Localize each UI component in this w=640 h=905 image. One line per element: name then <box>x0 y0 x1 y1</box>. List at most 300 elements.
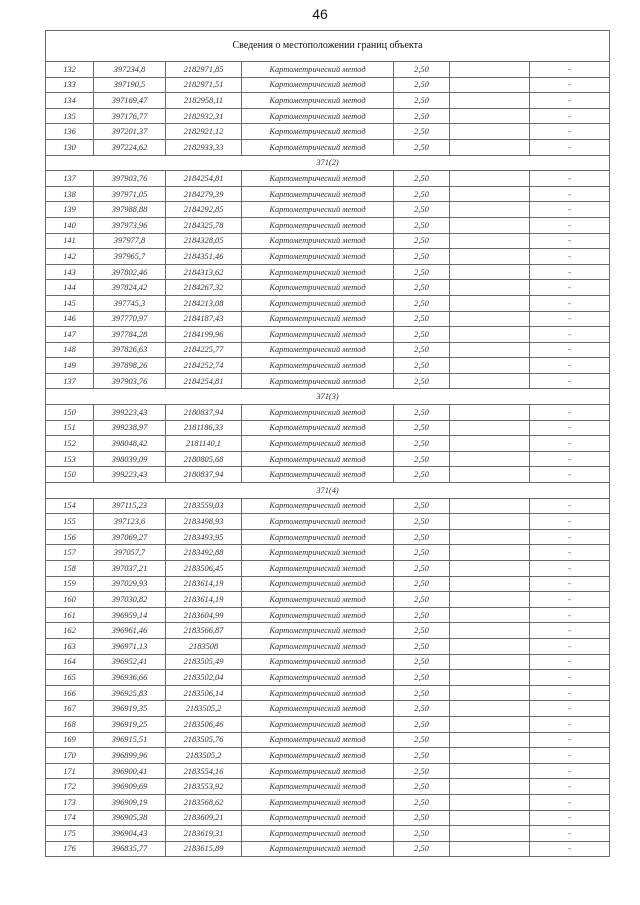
description-cell <box>450 233 530 249</box>
x-coordinate-cell: 397190,5 <box>94 77 166 93</box>
method-cell: Картометрический метод <box>242 732 394 748</box>
point-number-cell: 165 <box>46 670 94 686</box>
description-cell <box>450 358 530 374</box>
table-row <box>46 592 610 608</box>
description-cell <box>450 841 530 857</box>
method-cell: Картометрический метод <box>242 264 394 280</box>
accuracy-cell: 2,50 <box>394 124 450 140</box>
method-cell: Картометрический метод <box>242 233 394 249</box>
point-number-cell: 172 <box>46 779 94 795</box>
description-cell <box>450 498 530 514</box>
note-cell: - <box>530 405 610 421</box>
method-cell: Картометрический метод <box>242 311 394 327</box>
point-number-cell: 156 <box>46 529 94 545</box>
description-cell <box>450 732 530 748</box>
x-coordinate-cell: 397057,7 <box>94 545 166 561</box>
table-row <box>46 311 610 327</box>
y-coordinate-cell: 2183614,19 <box>166 576 242 592</box>
method-cell: Картометрический метод <box>242 841 394 857</box>
table-row <box>46 295 610 311</box>
point-number-cell: 135 <box>46 108 94 124</box>
accuracy-cell: 2,50 <box>394 249 450 265</box>
point-number-cell: 167 <box>46 701 94 717</box>
x-coordinate-cell: 397029,93 <box>94 576 166 592</box>
y-coordinate-cell: 2183492,88 <box>166 545 242 561</box>
point-number-cell: 150 <box>46 467 94 483</box>
y-coordinate-cell: 2183506,14 <box>166 685 242 701</box>
method-cell: Картометрический метод <box>242 592 394 608</box>
point-number-cell: 133 <box>46 77 94 93</box>
y-coordinate-cell: 2183604,99 <box>166 607 242 623</box>
table-row <box>46 124 610 140</box>
point-number-cell: 153 <box>46 451 94 467</box>
accuracy-cell: 2,50 <box>394 405 450 421</box>
note-cell: - <box>530 202 610 218</box>
description-cell <box>450 529 530 545</box>
accuracy-cell: 2,50 <box>394 529 450 545</box>
description-cell <box>450 685 530 701</box>
point-number-cell: 169 <box>46 732 94 748</box>
y-coordinate-cell: 2184279,39 <box>166 186 242 202</box>
accuracy-cell: 2,50 <box>394 716 450 732</box>
description-cell <box>450 670 530 686</box>
note-cell: - <box>530 826 610 842</box>
y-coordinate-cell: 2183506,45 <box>166 561 242 577</box>
method-cell: Картометрический метод <box>242 451 394 467</box>
method-cell: Картометрический метод <box>242 576 394 592</box>
y-coordinate-cell: 2182971,85 <box>166 62 242 78</box>
table-row <box>46 670 610 686</box>
point-number-cell: 145 <box>46 295 94 311</box>
y-coordinate-cell: 2183505,2 <box>166 748 242 764</box>
note-cell: - <box>530 264 610 280</box>
point-number-cell: 137 <box>46 373 94 389</box>
description-cell <box>450 139 530 155</box>
table-row <box>46 405 610 421</box>
x-coordinate-cell: 396909,19 <box>94 794 166 810</box>
x-coordinate-cell: 397988,88 <box>94 202 166 218</box>
table-row <box>46 748 610 764</box>
note-cell: - <box>530 327 610 343</box>
accuracy-cell: 2,50 <box>394 561 450 577</box>
x-coordinate-cell: 396835,77 <box>94 841 166 857</box>
y-coordinate-cell: 2182971,51 <box>166 77 242 93</box>
method-cell: Картометрический метод <box>242 794 394 810</box>
table-row <box>46 763 610 779</box>
description-cell <box>450 77 530 93</box>
y-coordinate-cell: 2184313,62 <box>166 264 242 280</box>
table-row <box>46 701 610 717</box>
accuracy-cell: 2,50 <box>394 202 450 218</box>
y-coordinate-cell: 2184351,46 <box>166 249 242 265</box>
section-label: 371(2) <box>46 155 610 171</box>
note-cell: - <box>530 171 610 187</box>
y-coordinate-cell: 2183568,62 <box>166 794 242 810</box>
accuracy-cell: 2,50 <box>394 670 450 686</box>
description-cell <box>450 405 530 421</box>
description-cell <box>450 217 530 233</box>
note-cell: - <box>530 77 610 93</box>
note-cell: - <box>530 794 610 810</box>
y-coordinate-cell: 2183559,03 <box>166 498 242 514</box>
point-number-cell: 151 <box>46 420 94 436</box>
description-cell <box>450 264 530 280</box>
accuracy-cell: 2,50 <box>394 701 450 717</box>
table-row <box>46 436 610 452</box>
description-cell <box>450 748 530 764</box>
method-cell: Картометрический метод <box>242 561 394 577</box>
note-cell: - <box>530 498 610 514</box>
method-cell: Картометрический метод <box>242 436 394 452</box>
method-cell: Картометрический метод <box>242 358 394 374</box>
note-cell: - <box>530 576 610 592</box>
accuracy-cell: 2,50 <box>394 420 450 436</box>
table-row <box>46 529 610 545</box>
x-coordinate-cell: 397745,3 <box>94 295 166 311</box>
accuracy-cell: 2,50 <box>394 810 450 826</box>
point-number-cell: 155 <box>46 514 94 530</box>
point-number-cell: 136 <box>46 124 94 140</box>
y-coordinate-cell: 2183553,92 <box>166 779 242 795</box>
x-coordinate-cell: 397115,23 <box>94 498 166 514</box>
x-coordinate-cell: 399223,43 <box>94 467 166 483</box>
method-cell: Картометрический метод <box>242 685 394 701</box>
point-number-cell: 141 <box>46 233 94 249</box>
x-coordinate-cell: 397903,76 <box>94 373 166 389</box>
description-cell <box>450 638 530 654</box>
table-row <box>46 93 610 109</box>
description-cell <box>450 186 530 202</box>
accuracy-cell: 2,50 <box>394 77 450 93</box>
accuracy-cell: 2,50 <box>394 654 450 670</box>
x-coordinate-cell: 397234,8 <box>94 62 166 78</box>
note-cell: - <box>530 607 610 623</box>
table-body <box>46 31 610 857</box>
x-coordinate-cell: 396904,43 <box>94 826 166 842</box>
y-coordinate-cell: 2180837,94 <box>166 405 242 421</box>
method-cell: Картометрический метод <box>242 108 394 124</box>
x-coordinate-cell: 397802,46 <box>94 264 166 280</box>
method-cell: Картометрический метод <box>242 716 394 732</box>
point-number-cell: 162 <box>46 623 94 639</box>
x-coordinate-cell: 396919,35 <box>94 701 166 717</box>
point-number-cell: 163 <box>46 638 94 654</box>
description-cell <box>450 342 530 358</box>
x-coordinate-cell: 396961,46 <box>94 623 166 639</box>
point-number-cell: 143 <box>46 264 94 280</box>
accuracy-cell: 2,50 <box>394 108 450 124</box>
method-cell: Картометрический метод <box>242 763 394 779</box>
table-row <box>46 139 610 155</box>
note-cell: - <box>530 467 610 483</box>
accuracy-cell: 2,50 <box>394 93 450 109</box>
point-number-cell: 173 <box>46 794 94 810</box>
y-coordinate-cell: 2182933,33 <box>166 139 242 155</box>
note-cell: - <box>530 514 610 530</box>
y-coordinate-cell: 2183619,31 <box>166 826 242 842</box>
y-coordinate-cell: 2184254,81 <box>166 373 242 389</box>
description-cell <box>450 607 530 623</box>
note-cell: - <box>530 451 610 467</box>
table-row <box>46 264 610 280</box>
table-title: Сведения о местоположении границ объекта <box>46 31 610 62</box>
description-cell <box>450 124 530 140</box>
method-cell: Картометрический метод <box>242 62 394 78</box>
y-coordinate-cell: 2183505,2 <box>166 701 242 717</box>
x-coordinate-cell: 397898,26 <box>94 358 166 374</box>
description-cell <box>450 171 530 187</box>
method-cell: Картометрический метод <box>242 826 394 842</box>
table-row <box>46 342 610 358</box>
table-row <box>46 249 610 265</box>
table-row <box>46 576 610 592</box>
y-coordinate-cell: 2184267,32 <box>166 280 242 296</box>
method-cell: Картометрический метод <box>242 514 394 530</box>
accuracy-cell: 2,50 <box>394 826 450 842</box>
method-cell: Картометрический метод <box>242 373 394 389</box>
accuracy-cell: 2,50 <box>394 233 450 249</box>
table-row <box>46 498 610 514</box>
point-number-cell: 140 <box>46 217 94 233</box>
y-coordinate-cell: 2180805,68 <box>166 451 242 467</box>
point-number-cell: 174 <box>46 810 94 826</box>
y-coordinate-cell: 2184187,43 <box>166 311 242 327</box>
table-row <box>46 826 610 842</box>
x-coordinate-cell: 396900,41 <box>94 763 166 779</box>
note-cell: - <box>530 249 610 265</box>
description-cell <box>450 62 530 78</box>
description-cell <box>450 763 530 779</box>
table-row <box>46 108 610 124</box>
x-coordinate-cell: 396936,66 <box>94 670 166 686</box>
point-number-cell: 130 <box>46 139 94 155</box>
note-cell: - <box>530 561 610 577</box>
table-row <box>46 654 610 670</box>
table-row <box>46 217 610 233</box>
description-cell <box>450 623 530 639</box>
description-cell <box>450 436 530 452</box>
point-number-cell: 175 <box>46 826 94 842</box>
method-cell: Картометрический метод <box>242 124 394 140</box>
x-coordinate-cell: 396915,51 <box>94 732 166 748</box>
note-cell: - <box>530 685 610 701</box>
x-coordinate-cell: 396971,13 <box>94 638 166 654</box>
method-cell: Картометрический метод <box>242 93 394 109</box>
x-coordinate-cell: 398048,42 <box>94 436 166 452</box>
note-cell: - <box>530 638 610 654</box>
accuracy-cell: 2,50 <box>394 592 450 608</box>
table-row <box>46 233 610 249</box>
point-number-cell: 154 <box>46 498 94 514</box>
note-cell: - <box>530 529 610 545</box>
point-number-cell: 171 <box>46 763 94 779</box>
accuracy-cell: 2,50 <box>394 638 450 654</box>
accuracy-cell: 2,50 <box>394 467 450 483</box>
accuracy-cell: 2,50 <box>394 763 450 779</box>
description-cell <box>450 373 530 389</box>
note-cell: - <box>530 701 610 717</box>
note-cell: - <box>530 763 610 779</box>
accuracy-cell: 2,50 <box>394 576 450 592</box>
method-cell: Картометрический метод <box>242 623 394 639</box>
accuracy-cell: 2,50 <box>394 451 450 467</box>
table-title-row <box>46 31 610 62</box>
section-header-row <box>46 389 610 405</box>
y-coordinate-cell: 2183554,16 <box>166 763 242 779</box>
x-coordinate-cell: 396952,41 <box>94 654 166 670</box>
point-number-cell: 139 <box>46 202 94 218</box>
table-row <box>46 561 610 577</box>
x-coordinate-cell: 396925,83 <box>94 685 166 701</box>
note-cell: - <box>530 217 610 233</box>
y-coordinate-cell: 2184225,77 <box>166 342 242 358</box>
description-cell <box>450 576 530 592</box>
y-coordinate-cell: 2183505,49 <box>166 654 242 670</box>
x-coordinate-cell: 397826,63 <box>94 342 166 358</box>
note-cell: - <box>530 108 610 124</box>
y-coordinate-cell: 2181186,33 <box>166 420 242 436</box>
x-coordinate-cell: 396959,14 <box>94 607 166 623</box>
x-coordinate-cell: 397965,7 <box>94 249 166 265</box>
table-row <box>46 420 610 436</box>
accuracy-cell: 2,50 <box>394 171 450 187</box>
accuracy-cell: 2,50 <box>394 623 450 639</box>
point-number-cell: 148 <box>46 342 94 358</box>
y-coordinate-cell: 2183498,93 <box>166 514 242 530</box>
table-row <box>46 327 610 343</box>
table-row <box>46 841 610 857</box>
description-cell <box>450 327 530 343</box>
description-cell <box>450 467 530 483</box>
x-coordinate-cell: 397224,62 <box>94 139 166 155</box>
point-number-cell: 166 <box>46 685 94 701</box>
x-coordinate-cell: 397977,8 <box>94 233 166 249</box>
note-cell: - <box>530 623 610 639</box>
note-cell: - <box>530 670 610 686</box>
point-number-cell: 150 <box>46 405 94 421</box>
method-cell: Картометрический метод <box>242 498 394 514</box>
description-cell <box>450 545 530 561</box>
method-cell: Картометрический метод <box>242 280 394 296</box>
x-coordinate-cell: 397784,28 <box>94 327 166 343</box>
description-cell <box>450 514 530 530</box>
accuracy-cell: 2,50 <box>394 264 450 280</box>
accuracy-cell: 2,50 <box>394 545 450 561</box>
point-number-cell: 147 <box>46 327 94 343</box>
note-cell: - <box>530 779 610 795</box>
accuracy-cell: 2,50 <box>394 186 450 202</box>
method-cell: Картометрический метод <box>242 405 394 421</box>
method-cell: Картометрический метод <box>242 607 394 623</box>
table-row <box>46 358 610 374</box>
note-cell: - <box>530 592 610 608</box>
section-header-row <box>46 483 610 499</box>
point-number-cell: 157 <box>46 545 94 561</box>
table-row <box>46 732 610 748</box>
y-coordinate-cell: 2184292,85 <box>166 202 242 218</box>
note-cell: - <box>530 295 610 311</box>
x-coordinate-cell: 397971,05 <box>94 186 166 202</box>
point-number-cell: 160 <box>46 592 94 608</box>
accuracy-cell: 2,50 <box>394 607 450 623</box>
x-coordinate-cell: 397123,6 <box>94 514 166 530</box>
table-row <box>46 623 610 639</box>
x-coordinate-cell: 396909,69 <box>94 779 166 795</box>
point-number-cell: 168 <box>46 716 94 732</box>
accuracy-cell: 2,50 <box>394 514 450 530</box>
y-coordinate-cell: 2182921,12 <box>166 124 242 140</box>
note-cell: - <box>530 716 610 732</box>
table-row <box>46 514 610 530</box>
point-number-cell: 158 <box>46 561 94 577</box>
method-cell: Картометрический метод <box>242 342 394 358</box>
y-coordinate-cell: 2183493,95 <box>166 529 242 545</box>
table-row <box>46 373 610 389</box>
table-row <box>46 810 610 826</box>
point-number-cell: 132 <box>46 62 94 78</box>
description-cell <box>450 810 530 826</box>
note-cell: - <box>530 420 610 436</box>
method-cell: Картометрический метод <box>242 779 394 795</box>
accuracy-cell: 2,50 <box>394 295 450 311</box>
method-cell: Картометрический метод <box>242 670 394 686</box>
description-cell <box>450 779 530 795</box>
note-cell: - <box>530 139 610 155</box>
table-row <box>46 467 610 483</box>
x-coordinate-cell: 397169,47 <box>94 93 166 109</box>
boundary-coordinates-table <box>45 30 610 857</box>
description-cell <box>450 249 530 265</box>
y-coordinate-cell: 2184199,96 <box>166 327 242 343</box>
table-row <box>46 794 610 810</box>
x-coordinate-cell: 397824,42 <box>94 280 166 296</box>
point-number-cell: 159 <box>46 576 94 592</box>
table-row <box>46 638 610 654</box>
point-number-cell: 149 <box>46 358 94 374</box>
point-number-cell: 137 <box>46 171 94 187</box>
description-cell <box>450 295 530 311</box>
accuracy-cell: 2,50 <box>394 311 450 327</box>
accuracy-cell: 2,50 <box>394 280 450 296</box>
y-coordinate-cell: 2183615,89 <box>166 841 242 857</box>
note-cell: - <box>530 342 610 358</box>
accuracy-cell: 2,50 <box>394 498 450 514</box>
note-cell: - <box>530 62 610 78</box>
method-cell: Картометрический метод <box>242 327 394 343</box>
accuracy-cell: 2,50 <box>394 794 450 810</box>
table-row <box>46 607 610 623</box>
description-cell <box>450 202 530 218</box>
y-coordinate-cell: 2181140,1 <box>166 436 242 452</box>
y-coordinate-cell: 2184254,81 <box>166 171 242 187</box>
point-number-cell: 152 <box>46 436 94 452</box>
point-number-cell: 142 <box>46 249 94 265</box>
y-coordinate-cell: 2183506,46 <box>166 716 242 732</box>
point-number-cell: 164 <box>46 654 94 670</box>
point-number-cell: 161 <box>46 607 94 623</box>
accuracy-cell: 2,50 <box>394 342 450 358</box>
description-cell <box>450 93 530 109</box>
x-coordinate-cell: 399223,43 <box>94 405 166 421</box>
page-number: 46 <box>312 6 328 22</box>
y-coordinate-cell: 2180837,94 <box>166 467 242 483</box>
note-cell: - <box>530 93 610 109</box>
table-row <box>46 186 610 202</box>
accuracy-cell: 2,50 <box>394 685 450 701</box>
x-coordinate-cell: 398039,09 <box>94 451 166 467</box>
y-coordinate-cell: 2183614,19 <box>166 592 242 608</box>
point-number-cell: 138 <box>46 186 94 202</box>
